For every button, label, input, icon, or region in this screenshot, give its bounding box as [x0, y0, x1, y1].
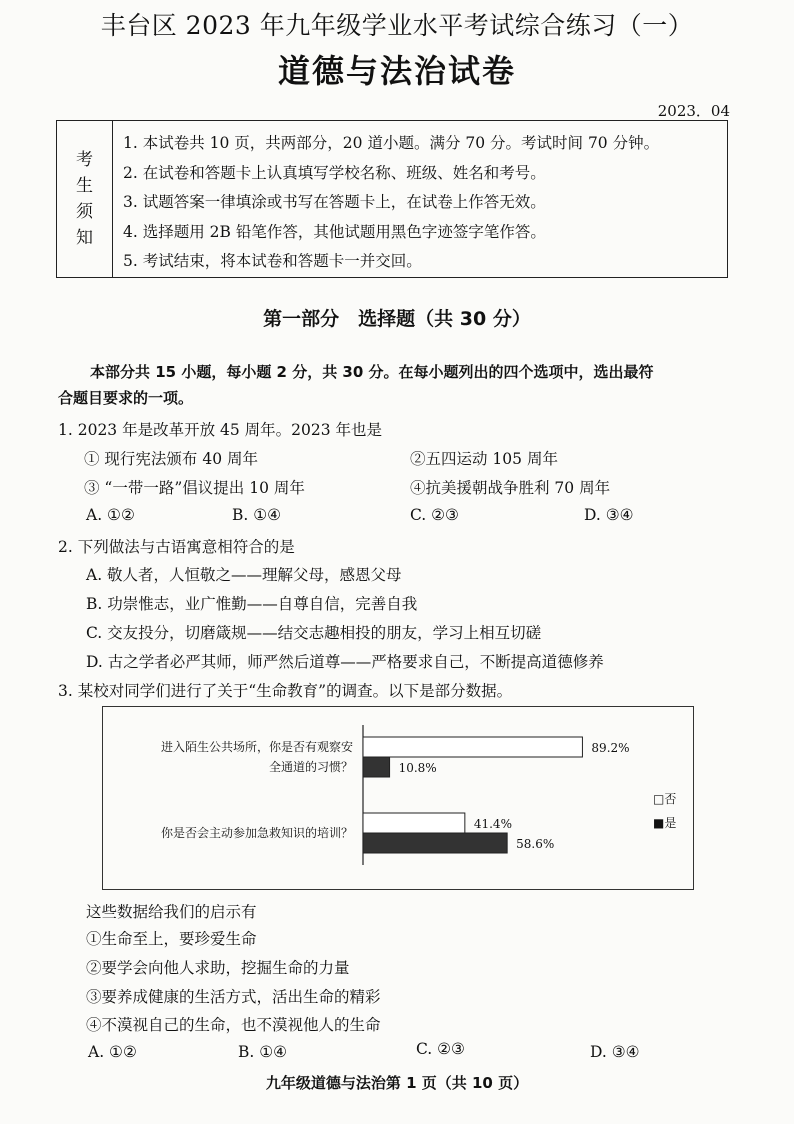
bar-value-label: 41.4%: [473, 817, 512, 831]
bar-yes: [363, 833, 507, 853]
q1-option-a: A. ①②: [86, 506, 135, 524]
notice-item: 1. 本试卷共 10 页，共两部分，20 道小题。满分 70 分。考试时间 70 分钟。: [123, 134, 660, 152]
q1-statement-2: ②五四运动 105 周年: [410, 450, 558, 468]
notice-label-char: 生: [76, 176, 93, 196]
exam-title: 丰台区 2023 年九年级学业水平考试综合练习（一）: [100, 11, 694, 40]
q3-option-c: C. ②③: [416, 1040, 465, 1058]
q3-statement-4: ④不漠视自己的生命，也不漠视他人的生命: [86, 1016, 381, 1034]
legend-entry: ■是: [653, 816, 677, 830]
section-heading: 第一部分 选择题（共 30 分）: [263, 308, 531, 330]
section-intro-line1: 本部分共 15 小题，每小题 2 分，共 30 分。在每小题列出的四个选项中，选出最符: [90, 363, 654, 381]
q2-option-c: C. 交友投分，切磨箴规——结交志趣相投的朋友，学习上相互切磋: [86, 624, 542, 642]
bar-value-label: 58.6%: [516, 837, 555, 851]
q2-stem: 2. 下列做法与古语寓意相符合的是: [58, 538, 295, 556]
bar-value-label: 89.2%: [591, 741, 630, 755]
q2-option-b: B. 功崇惟志，业广惟勤——自尊自信，完善自我: [86, 595, 418, 613]
bar-no: [363, 813, 465, 833]
q1-option-c: C. ②③: [410, 506, 459, 524]
exam-date: 2023．04: [657, 102, 730, 120]
notice-label-char: 知: [76, 228, 93, 248]
category-label: 你是否会主动参加急救知识的培训？: [160, 826, 353, 840]
q3-statement-2: ②要学会向他人求助，挖掘生命的力量: [86, 959, 350, 977]
q3-option-b: B. ①④: [238, 1043, 288, 1061]
q1-statement-4: ④抗美援朝战争胜利 70 周年: [410, 479, 611, 497]
q3-option-d: D. ③④: [590, 1043, 640, 1061]
q3-statement-1: ①生命至上，要珍爱生命: [86, 930, 257, 948]
bar-yes: [363, 757, 390, 777]
notice-item: 5. 考试结束，将本试卷和答题卡一并交回。: [123, 252, 422, 270]
notice-label: [57, 121, 113, 277]
page-footer: 九年级道德与法治第 1 页（共 10 页）: [265, 1074, 529, 1092]
subject-title: 道德与法治试卷: [277, 52, 516, 90]
bar-no: [363, 737, 582, 757]
notice-item: 4. 选择题用 2B 铅笔作答，其他试题用黑色字迹签字笔作答。: [123, 222, 546, 241]
notice-items: [123, 129, 659, 277]
section-intro-line2: 合题目要求的一项。: [58, 389, 194, 407]
bar-value-label: 10.8%: [398, 761, 437, 775]
q1-option-d: D. ③④: [584, 506, 634, 524]
q1-option-b: B. ①④: [232, 506, 282, 524]
category-label: 进入陌生公共场所，你是否有观察安: [160, 740, 353, 754]
candidate-notice-box: [56, 120, 728, 278]
notice-item: 3. 试题答案一律填涂或书写在答题卡上，在试卷上作答无效。: [123, 193, 546, 211]
notice-label-char: 须: [76, 202, 93, 222]
legend-entry: □否: [653, 792, 677, 806]
notice-label-char: 考: [76, 150, 93, 170]
survey-chart: [102, 706, 694, 890]
q2-option-d: D. 古之学者必严其师，师严然后道尊——严格要求自己，不断提高道德修养: [86, 653, 604, 671]
notice-item: 2. 在试卷和答题卡上认真填写学校名称、班级、姓名和考号。: [123, 163, 546, 182]
q3-statement-3: ③要养成健康的生活方式，活出生命的精彩: [86, 988, 381, 1006]
q1-stem: 1. 2023 年是改革开放 45 周年。2023 年也是: [58, 421, 383, 439]
q2-option-a: A. 敬人者，人恒敬之——理解父母，感恩父母: [86, 566, 402, 584]
q3-option-a: A. ①②: [88, 1043, 137, 1061]
q3-prompt: 这些数据给我们的启示有: [86, 903, 257, 921]
q1-statement-3: ③ “一带一路”倡议提出 10 周年: [84, 479, 305, 497]
survey-bar-chart: [103, 707, 695, 891]
q3-stem: 3. 某校对同学们进行了关于“生命教育”的调查。以下是部分数据。: [58, 682, 513, 700]
q1-statement-1: ① 现行宪法颁布 40 周年: [84, 450, 259, 468]
category-label: 全通道的习惯？: [268, 760, 353, 774]
